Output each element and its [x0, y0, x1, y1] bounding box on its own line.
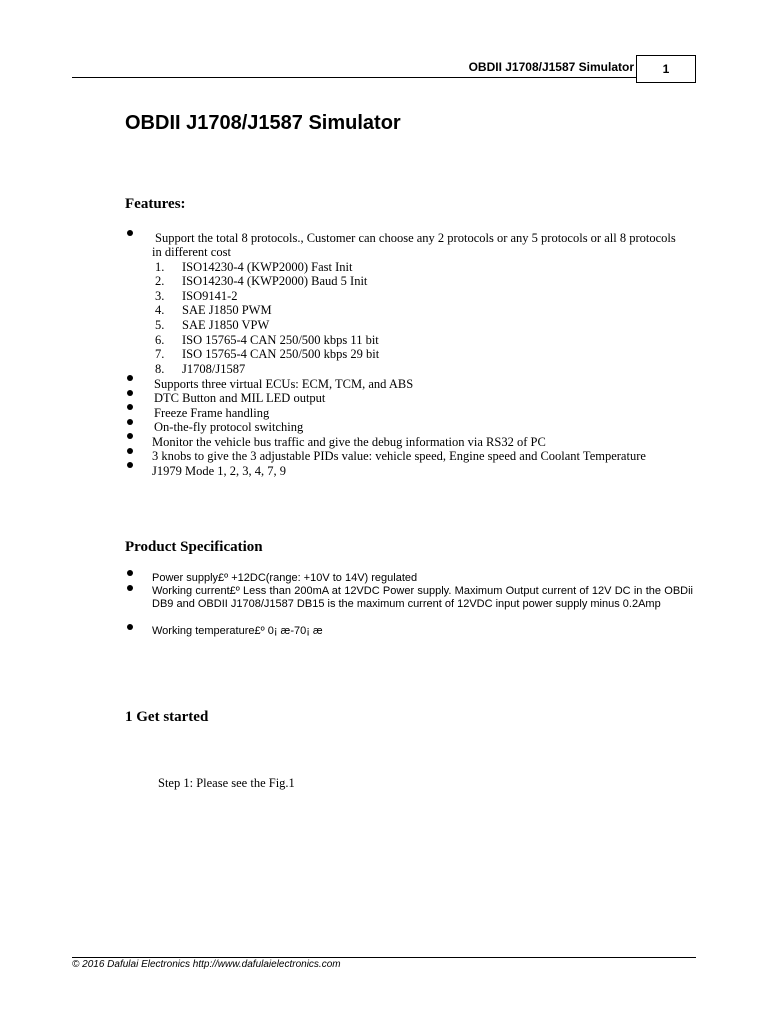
protocol-item: ISO14230-4 (KWP2000) Baud 5 Init	[182, 274, 368, 288]
product-spec-heading: Product Specification	[125, 539, 263, 555]
spec-working-temperature: Working temperature£º 0¡ æ-70¡ æ	[152, 625, 323, 637]
bullet-dot	[127, 375, 133, 381]
bullet-dot	[127, 448, 133, 454]
step-1-text: Step 1: Please see the Fig.1	[158, 776, 295, 790]
bullet-dot	[127, 419, 133, 425]
features-intro-line1: Support the total 8 protocols., Customer can choose any 2 protocols or any 5 protocols or all 8 protocols	[155, 231, 676, 245]
bullet-dot	[127, 570, 133, 576]
protocol-item: SAE J1850 PWM	[182, 303, 272, 317]
protocol-item: J1708/J1587	[182, 362, 246, 376]
header-divider	[72, 77, 636, 78]
protocol-number: 6.	[155, 333, 165, 347]
bullet-dot	[127, 624, 133, 630]
feature-bullet: DTC Button and MIL LED output	[154, 391, 326, 405]
feature-bullet: Monitor the vehicle bus traffic and give the debug information via RS32 of PC	[152, 435, 546, 449]
bullet-dot	[127, 230, 133, 236]
protocol-item: SAE J1850 VPW	[182, 318, 270, 332]
get-started-heading: 1 Get started	[125, 709, 209, 725]
feature-bullet: Freeze Frame handling	[154, 406, 270, 420]
protocol-number: 8.	[155, 362, 165, 376]
features-heading: Features:	[125, 196, 186, 212]
spec-working-current: Working current£º Less than 200mA at 12VDC Power supply. Maximum Output current of 12V DC in the OBDii DB9 and OBDII J1708/J1587 DB15 is the maximum current of 12VDC input power supply minus 0.2Amp	[152, 585, 693, 610]
bullet-dot	[127, 433, 133, 439]
bullet-dot	[127, 404, 133, 410]
protocol-number: 1.	[155, 260, 165, 274]
bullet-dot	[127, 390, 133, 396]
bullet-dot	[127, 462, 133, 468]
feature-bullet: On-the-fly protocol switching	[154, 420, 304, 434]
protocol-item: ISO 15765-4 CAN 250/500 kbps 29 bit	[182, 347, 380, 361]
page-number: 1	[662, 62, 670, 76]
feature-bullet: J1979 Mode 1, 2, 3, 4, 7, 9	[152, 464, 287, 478]
feature-bullet: Supports three virtual ECUs: ECM, TCM, and ABS	[154, 377, 414, 391]
spec-power-supply: Power supply£º +12DC(range: +10V to 14V) regulated	[152, 572, 418, 584]
footer-divider	[72, 957, 696, 958]
protocol-number: 3.	[155, 289, 165, 303]
running-header-title: OBDII J1708/J1587 Simulator	[468, 60, 634, 74]
footer-copyright: © 2016 Dafulai Electronics http://www.dafulaielectronics.com	[72, 959, 341, 970]
feature-bullet: 3 knobs to give the 3 adjustable PIDs value: vehicle speed, Engine speed and Coolant Temperature	[152, 449, 646, 463]
bullet-dot	[127, 585, 133, 591]
document-title: OBDII J1708/J1587 Simulator	[125, 112, 401, 134]
protocol-item: ISO 15765-4 CAN 250/500 kbps 11 bit	[182, 333, 379, 347]
protocol-number: 4.	[155, 303, 165, 317]
protocol-number: 7.	[155, 347, 165, 361]
protocol-number: 5.	[155, 318, 165, 332]
page-number-box	[636, 55, 696, 83]
protocol-item: ISO9141-2	[182, 289, 238, 303]
protocol-number: 2.	[155, 274, 165, 288]
features-intro-line2: in different cost	[152, 245, 231, 259]
protocol-item: ISO14230-4 (KWP2000) Fast Init	[182, 260, 353, 274]
